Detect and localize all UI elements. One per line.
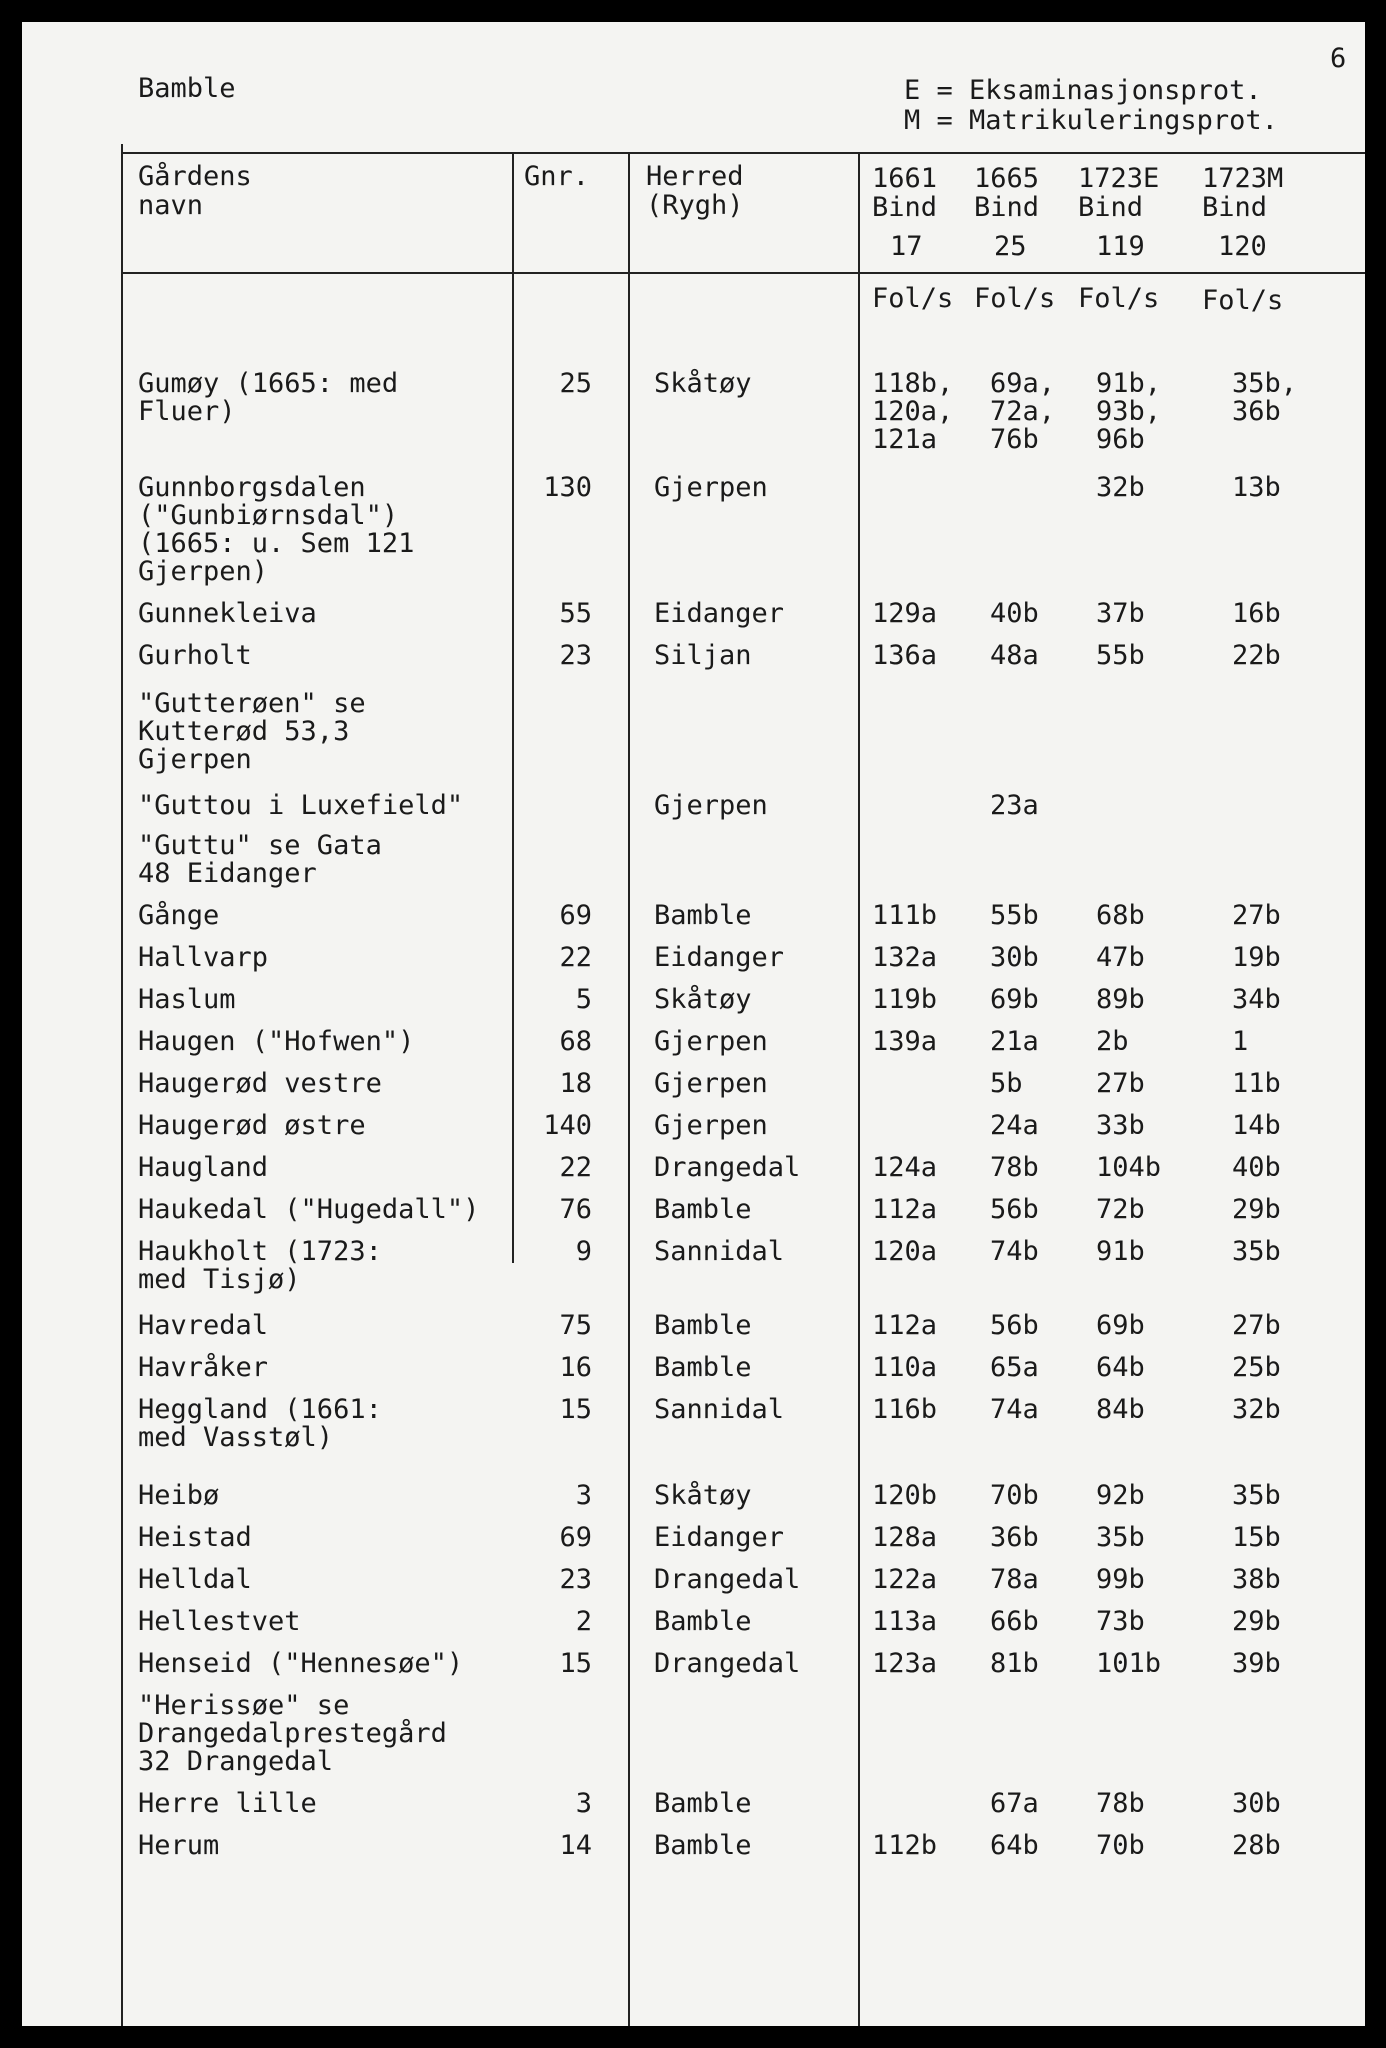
fol-1723m-cell: 16b [1232,598,1281,629]
fol-1661-cell: 116b [872,1394,938,1425]
fol-1665-cell: 56b [990,1194,1039,1225]
fol-1665-cell: 78b [990,1152,1039,1183]
herred-cell: Skåtøy [654,984,752,1015]
farm-name-cell: Heistad [138,1522,252,1553]
fol-1723m-cell: 29b [1232,1194,1281,1225]
herred-cell: Drangedal [654,1564,801,1595]
farm-name-cell: "Guttu" se Gata 48 Eidanger [138,830,382,889]
fol-1665-cell: 81b [990,1648,1039,1679]
farm-name-cell: Gumøy (1665: med Fluer) [138,368,399,427]
table-left-rule [121,144,123,2026]
gnr-cell: 130 [543,472,592,503]
fol-1665-cell: 69a, 72a, 76b [990,368,1056,455]
gnr-cell: 22 [559,942,592,973]
gnr-cell: 3 [575,1480,592,1511]
fol-1723e-cell: 73b [1096,1606,1145,1637]
header-name: Gårdens navn [138,161,252,221]
farm-name-cell: Haslum [138,984,236,1015]
herred-cell: Eidanger [654,1522,785,1553]
fol-1723e-cell: 33b [1096,1110,1145,1141]
header-fol-1723e: Fol/s [1078,283,1160,314]
fol-1723e-cell: 55b [1096,640,1145,671]
herred-cell: Bamble [654,1194,752,1225]
col-rule-gnr [512,153,514,1263]
fol-1661-cell: 129a [872,598,938,629]
page-number: 6 [1330,43,1347,74]
herred-cell: Bamble [654,1606,752,1637]
header-vol-1661: 1661 Bind [872,163,938,223]
fol-1723e-cell: 84b [1096,1394,1145,1425]
farm-name-cell: "Herissøe" se Drangedalprestegård 32 Drangedal [138,1690,447,1777]
gnr-cell: 2 [575,1606,592,1637]
herred-cell: Bamble [654,1310,752,1341]
gnr-cell: 23 [559,1564,592,1595]
fol-1661-cell: 111b [872,900,938,931]
farm-name-cell: Gunnborgsdalen ("Gunbiørnsdal") (1665: u. Sem 121 Gjerpen) [138,472,415,587]
herred-cell: Sannidal [654,1394,785,1425]
gnr-cell: 16 [559,1352,592,1383]
table-top-rule [122,152,1365,154]
fol-1723m-cell: 13b [1232,472,1281,503]
fol-1723e-cell: 2b [1096,1026,1129,1057]
fol-1665-cell: 24a [990,1110,1039,1141]
fol-1665-cell: 36b [990,1522,1039,1553]
farm-name-cell: Haugland [138,1152,269,1183]
fol-1723m-cell: 1 [1232,1026,1249,1057]
fol-1723e-cell: 70b [1096,1830,1145,1861]
col-rule-herred [628,153,630,2026]
herred-cell: Eidanger [654,942,785,973]
gnr-cell: 18 [559,1068,592,1099]
header-vol-1723e: 1723E Bind [1078,163,1160,223]
fol-1661-cell: 139a [872,1026,938,1057]
herred-cell: Siljan [654,640,752,671]
fol-1665-cell: 5b [990,1068,1023,1099]
farm-name-cell: Gånge [138,900,220,931]
herred-cell: Sannidal [654,1236,785,1267]
fol-1723e-cell: 99b [1096,1564,1145,1595]
fol-1723m-cell: 34b [1232,984,1281,1015]
fol-1723m-cell: 14b [1232,1110,1281,1141]
herred-cell: Bamble [654,900,752,931]
fol-1723m-cell: 40b [1232,1152,1281,1183]
fol-1661-cell: 122a [872,1564,938,1595]
fol-1723m-cell: 11b [1232,1068,1281,1099]
fol-1661-cell: 120b [872,1480,938,1511]
fol-1661-cell: 113a [872,1606,938,1637]
fol-1665-cell: 70b [990,1480,1039,1511]
gnr-cell: 55 [559,598,592,629]
gnr-cell: 25 [559,368,592,399]
header-vol-1665: 1665 Bind [974,163,1040,223]
fol-1723e-cell: 104b [1096,1152,1162,1183]
farm-name-cell: Haugerød vestre [138,1068,382,1099]
farm-name-cell: "Gutterøen" se Kutterød 53,3 Gjerpen [138,688,366,775]
herred-cell: Gjerpen [654,472,768,503]
fol-1665-cell: 23a [990,790,1039,821]
header-bind-no-1723m: 120 [1218,231,1267,262]
herred-cell: Eidanger [654,598,785,629]
fol-1723m-cell: 27b [1232,1310,1281,1341]
fol-1723m-cell: 35b [1232,1236,1281,1267]
fol-1723e-cell: 78b [1096,1788,1145,1819]
gnr-cell: 76 [559,1194,592,1225]
gnr-cell: 15 [559,1648,592,1679]
fol-1665-cell: 69b [990,984,1039,1015]
herred-cell: Skåtøy [654,1480,752,1511]
col-rule-volumes [858,153,860,2026]
gnr-cell: 75 [559,1310,592,1341]
fol-1665-cell: 64b [990,1830,1039,1861]
farm-name-cell: Herum [138,1830,220,1861]
fol-1723m-cell: 19b [1232,942,1281,973]
fol-1723m-cell: 35b, 36b [1232,368,1298,427]
fol-1723e-cell: 72b [1096,1194,1145,1225]
gnr-cell: 9 [575,1236,592,1267]
fol-1723e-cell: 68b [1096,900,1145,931]
fol-1665-cell: 30b [990,942,1039,973]
fol-1661-cell: 118b, 120a, 121a [872,368,954,455]
fol-1723e-cell: 47b [1096,942,1145,973]
header-bind-no-1723e: 119 [1096,231,1145,262]
fol-1723e-cell: 89b [1096,984,1145,1015]
header-fol-1661: Fol/s [872,283,954,314]
gnr-cell: 15 [559,1394,592,1425]
gnr-cell: 68 [559,1026,592,1057]
gnr-cell: 5 [575,984,592,1015]
fol-1665-cell: 74a [990,1394,1039,1425]
document-page [22,22,1365,2026]
fol-1723e-cell: 69b [1096,1310,1145,1341]
fol-1661-cell: 124a [872,1152,938,1183]
fol-1723m-cell: 15b [1232,1522,1281,1553]
header-fol-1723m: Fol/s [1202,285,1284,316]
fol-1723m-cell: 29b [1232,1606,1281,1637]
fol-1665-cell: 65a [990,1352,1039,1383]
fol-1723e-cell: 91b, 93b, 96b [1096,368,1162,455]
farm-name-cell: Heggland (1661: med Vasstøl) [138,1394,382,1453]
herred-cell: Gjerpen [654,790,768,821]
farm-name-cell: Hallvarp [138,942,269,973]
farm-name-cell: Haugen ("Hofwen") [138,1026,415,1057]
fol-1665-cell: 74b [990,1236,1039,1267]
district-title: Bamble [138,73,236,104]
fol-1661-cell: 120a [872,1236,938,1267]
fol-1665-cell: 56b [990,1310,1039,1341]
fol-1723e-cell: 64b [1096,1352,1145,1383]
fol-1723e-cell: 91b [1096,1236,1145,1267]
gnr-cell: 22 [559,1152,592,1183]
farm-name-cell: Gurholt [138,640,252,671]
fol-1661-cell: 136a [872,640,938,671]
fol-1661-cell: 112a [872,1194,938,1225]
herred-cell: Gjerpen [654,1068,768,1099]
herred-cell: Drangedal [654,1152,801,1183]
fol-1665-cell: 78a [990,1564,1039,1595]
fol-1723m-cell: 32b [1232,1394,1281,1425]
farm-name-cell: "Guttou i Luxefield" [138,790,464,821]
farm-name-cell: Henseid ("Hennesøe") [138,1648,464,1679]
header-gnr: Gnr. [524,161,590,192]
fol-1661-cell: 128a [872,1522,938,1553]
fol-1723e-cell: 92b [1096,1480,1145,1511]
farm-name-cell: Haukedal ("Hugedall") [138,1194,480,1225]
farm-name-cell: Gunnekleiva [138,598,317,629]
fol-1723e-cell: 27b [1096,1068,1145,1099]
gnr-cell: 69 [559,1522,592,1553]
fol-1661-cell: 123a [872,1648,938,1679]
fol-1723m-cell: 39b [1232,1648,1281,1679]
fol-1661-cell: 110a [872,1352,938,1383]
fol-1665-cell: 55b [990,900,1039,931]
fol-1723e-cell: 37b [1096,598,1145,629]
gnr-cell: 23 [559,640,592,671]
fol-1661-cell: 112a [872,1310,938,1341]
fol-1665-cell: 40b [990,598,1039,629]
fol-1723m-cell: 38b [1232,1564,1281,1595]
header-bottom-rule [122,272,1365,274]
farm-name-cell: Heibø [138,1480,220,1511]
fol-1665-cell: 21a [990,1026,1039,1057]
fol-1723e-cell: 101b [1096,1648,1162,1679]
herred-cell: Drangedal [654,1648,801,1679]
fol-1661-cell: 119b [872,984,938,1015]
header-bind-no-1661: 17 [890,231,923,262]
herred-cell: Bamble [654,1788,752,1819]
farm-name-cell: Helldal [138,1564,252,1595]
farm-name-cell: Havredal [138,1310,269,1341]
gnr-cell: 3 [575,1788,592,1819]
fol-1723m-cell: 28b [1232,1830,1281,1861]
farm-name-cell: Hellestvet [138,1606,301,1637]
farm-name-cell: Havråker [138,1352,269,1383]
header-fol-1665: Fol/s [974,283,1056,314]
gnr-cell: 69 [559,900,592,931]
fol-1723m-cell: 35b [1232,1480,1281,1511]
fol-1723m-cell: 30b [1232,1788,1281,1819]
header-bind-no-1665: 25 [994,231,1027,262]
fol-1723e-cell: 35b [1096,1522,1145,1553]
fol-1665-cell: 66b [990,1606,1039,1637]
fol-1661-cell: 132a [872,942,938,973]
fol-1723e-cell: 32b [1096,472,1145,503]
header-herred: Herred (Rygh) [646,161,744,221]
fol-1661-cell: 112b [872,1830,938,1861]
legend-m: M = Matrikuleringsprot. [904,105,1278,136]
header-vol-1723m: 1723M Bind [1202,163,1284,223]
herred-cell: Gjerpen [654,1026,768,1057]
gnr-cell: 140 [543,1110,592,1141]
herred-cell: Skåtøy [654,368,752,399]
fol-1723m-cell: 27b [1232,900,1281,931]
farm-name-cell: Herre lille [138,1788,317,1819]
farm-name-cell: Haukholt (1723: med Tisjø) [138,1236,382,1295]
herred-cell: Bamble [654,1830,752,1861]
herred-cell: Gjerpen [654,1110,768,1141]
gnr-cell: 14 [559,1830,592,1861]
herred-cell: Bamble [654,1352,752,1383]
fol-1723m-cell: 22b [1232,640,1281,671]
fol-1665-cell: 67a [990,1788,1039,1819]
legend-e: E = Eksaminasjonsprot. [904,75,1262,106]
farm-name-cell: Haugerød østre [138,1110,366,1141]
fol-1665-cell: 48a [990,640,1039,671]
fol-1723m-cell: 25b [1232,1352,1281,1383]
